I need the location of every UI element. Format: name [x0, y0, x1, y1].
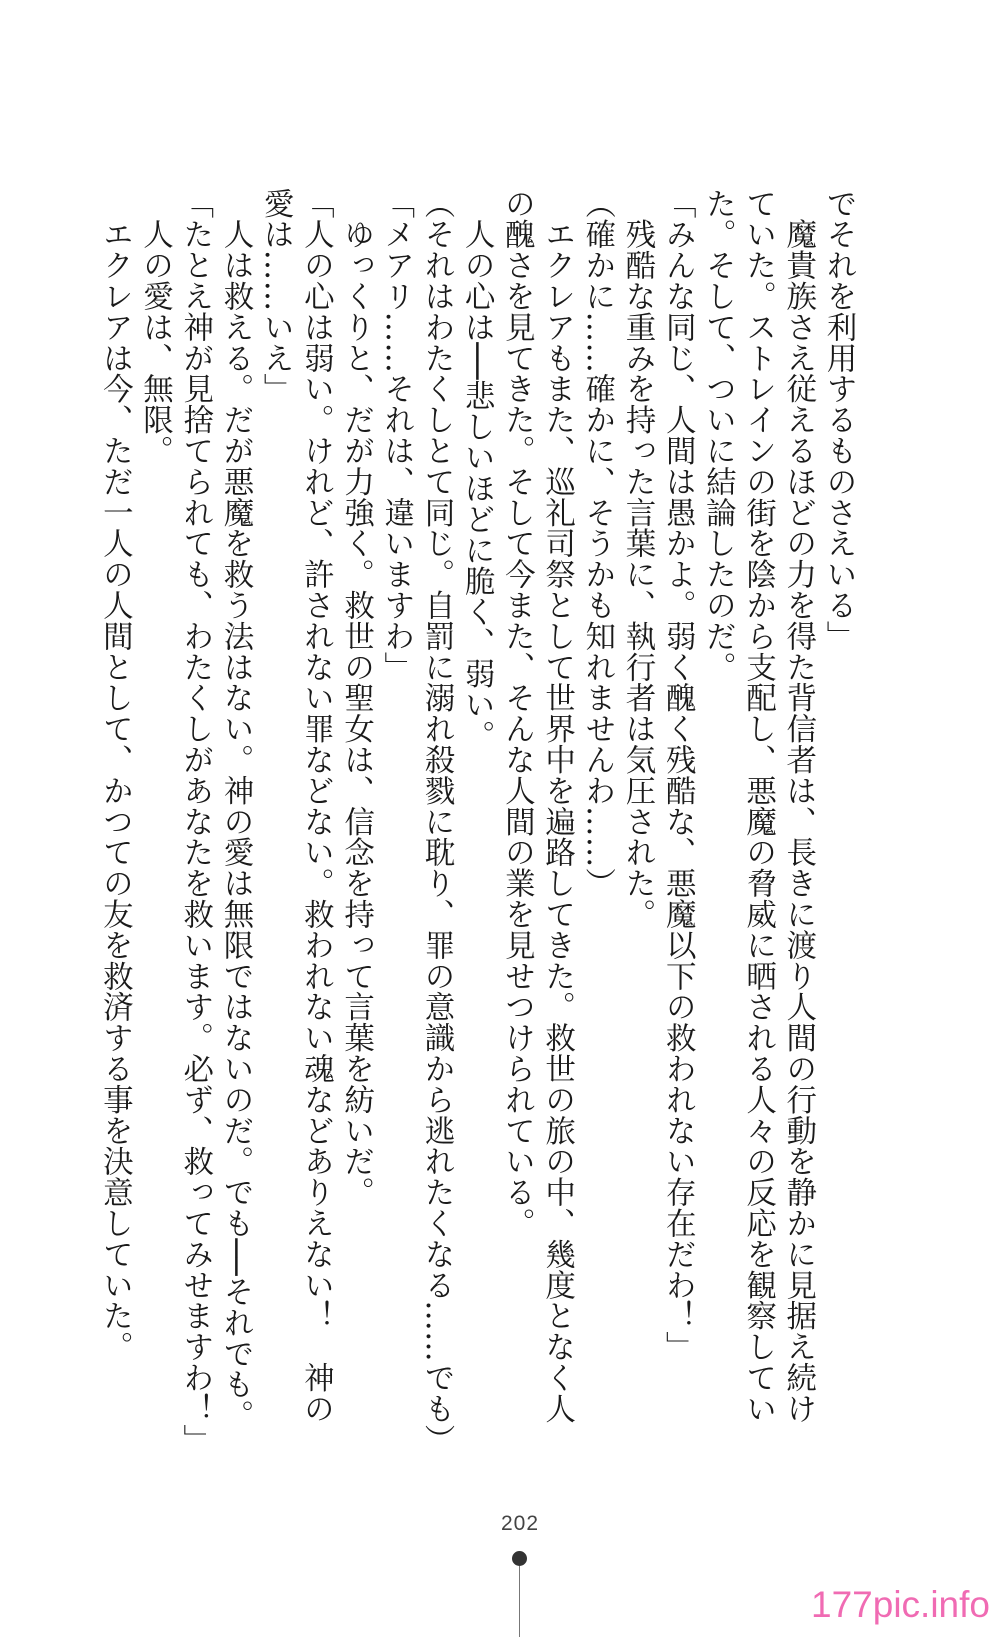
text-line: （確かに……確かに、そうかも知れませんわ……）	[579, 188, 615, 899]
text-line: でそれを利用するものさえいる」	[821, 188, 856, 652]
site-watermark: 177pic.info	[811, 1584, 990, 1625]
text-line: エクレアは今、ただ一人の人間として、かつての友を救済する事を決意していた。	[97, 188, 133, 1363]
text-line: エクレアもまた、巡礼司祭として世界中を遍路してきた。救世の旅の中、幾度となく人	[539, 188, 575, 1424]
text-line: （それはわたくしとて同じ。自罰に溺れ殺戮に耽り、罪の意識から逃れたくなる……でも）	[418, 188, 454, 1455]
text-line: ゆっくりと、だが力強く。救世の聖女は、信念を持って言葉を紡いだ。	[338, 188, 374, 1208]
text-line: 残酷な重みを持った言葉に、執行者は気圧された。	[619, 188, 655, 930]
text-line: 「たとえ神が見捨てられても、わたくしがあなたを救います。必ず、救ってみせますわ！」	[177, 188, 213, 1455]
text-line: た。そして、ついに結論したのだ。	[700, 188, 736, 683]
page-marker-dot	[512, 1551, 527, 1566]
text-line: の醜さを見てきた。そして今また、そんな人間の業を見せつけられている。	[499, 188, 535, 1239]
page-number: 202	[500, 1512, 540, 1535]
text-line: 「人の心は弱い。けれど、許されない罪などない。救われない魂などありえない！ 神の	[298, 188, 334, 1424]
page-marker-line	[519, 1566, 520, 1637]
text-line: 愛は……いえ」	[258, 188, 294, 405]
text-line: 魔貴族さえ従えるほどの力を得た背信者は、長きに渡り人間の行動を静かに見据え続け	[780, 188, 816, 1424]
text-line: 「みんな同じ、人間は愚かよ。弱く醜く残酷な、悪魔以下の救われない存在だわ！」	[660, 188, 696, 1363]
text-line: 人は救える。だが悪魔を救う法はない。神の愛は無限ではないのだ。でも──それでも。	[217, 188, 253, 1431]
text-line: 「メアリ……それは、違いますわ」	[378, 188, 414, 683]
text-line: ていた。ストレインの街を陰から支配し、悪魔の脅威に晒される人々の反応を観察してい	[740, 188, 776, 1424]
text-line: 人の愛は、無限。	[137, 188, 173, 467]
vertical-text-block	[94, 188, 858, 1455]
text-line: 人の心は──悲しいほどに脆く、弱い。	[459, 188, 495, 751]
